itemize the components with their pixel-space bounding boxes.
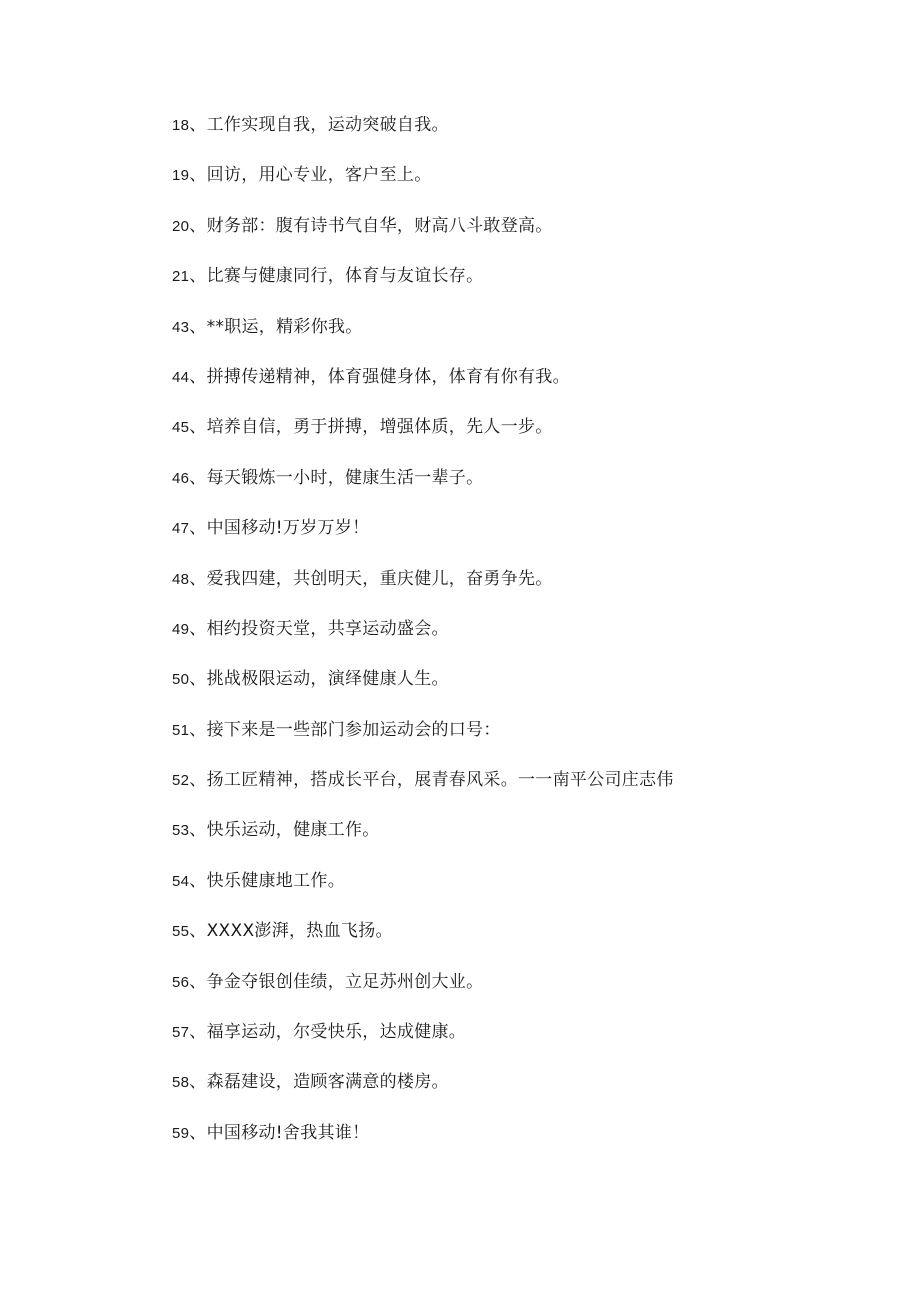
item-text: 工作实现自我，运动突破自我。	[206, 115, 449, 135]
item-number: 53	[172, 822, 190, 840]
item-text: **职运，精彩你我。	[206, 316, 363, 337]
list-item	[172, 213, 872, 263]
item-number: 52	[172, 772, 190, 790]
list-item	[172, 1120, 872, 1170]
item-text: 相约投资天堂，共享运动盛会。	[206, 618, 449, 639]
list-item	[172, 314, 872, 364]
item-number: 18	[172, 117, 190, 134]
item-text: 扬工匠精神，搭成长平台，展青春风采。一一南平公司庄志伟	[206, 770, 674, 791]
item-number: 48	[172, 570, 190, 588]
list-item	[172, 717, 872, 767]
item-separator: 、	[189, 669, 207, 690]
item-number: 43	[172, 318, 190, 336]
list-item	[172, 566, 872, 616]
item-separator: 、	[189, 467, 207, 488]
item-number: 57	[172, 1024, 190, 1042]
list-item	[172, 112, 872, 162]
item-number: 46	[172, 469, 190, 487]
item-text: 中国移动!万岁万岁！	[206, 518, 370, 539]
list-item	[172, 162, 872, 212]
item-number: 56	[172, 973, 190, 991]
item-text: 福享运动，尔受快乐，达成健康。	[206, 1022, 467, 1043]
list-item	[172, 515, 872, 565]
list-item	[172, 364, 872, 414]
item-separator: 、	[189, 971, 207, 992]
list-item	[172, 666, 872, 716]
item-text: XXXX澎湃，热血飞扬。	[206, 921, 393, 942]
item-number: 21	[172, 268, 190, 286]
list-item	[172, 767, 872, 817]
item-text: 挑战极限运动，演绎健康人生。	[206, 669, 449, 690]
list-item	[172, 263, 872, 313]
item-text: 爱我四建，共创明天，重庆健儿，奋勇争先。	[206, 568, 553, 589]
list-item	[172, 817, 872, 867]
item-separator: 、	[189, 618, 207, 639]
item-separator: 、	[189, 215, 207, 236]
item-number: 20	[172, 217, 190, 235]
item-separator: 、	[189, 921, 207, 942]
list-item	[172, 616, 872, 666]
list-item	[172, 918, 872, 968]
item-text: 比赛与健康同行，体育与友谊长存。	[206, 266, 484, 287]
item-separator: 、	[189, 1022, 207, 1043]
item-text: 中国移动!舍我其谁！	[206, 1122, 370, 1143]
list-item	[172, 1069, 872, 1119]
item-text: 森磊建设，造顾客满意的楼房。	[206, 1072, 449, 1093]
item-text: 回访，用心专业，客户至上。	[206, 165, 432, 186]
item-separator: 、	[189, 417, 207, 438]
item-text: 每天锻炼一小时，健康生活一辈子。	[206, 467, 484, 488]
item-separator: 、	[189, 165, 207, 186]
item-separator: 、	[189, 266, 207, 287]
item-number: 50	[172, 671, 190, 689]
item-separator: 、	[189, 115, 207, 135]
list-item	[172, 414, 872, 464]
item-separator: 、	[189, 568, 207, 589]
item-number: 47	[172, 520, 190, 538]
item-number: 59	[172, 1124, 190, 1142]
item-separator: 、	[189, 1072, 207, 1093]
item-number: 44	[172, 368, 190, 386]
item-separator: 、	[189, 870, 207, 891]
item-separator: 、	[189, 518, 207, 539]
item-text: 快乐运动，健康工作。	[206, 820, 380, 841]
item-separator: 、	[189, 719, 207, 740]
item-separator: 、	[189, 316, 207, 337]
item-text: 争金夺银创佳绩，立足苏州创大业。	[206, 971, 484, 992]
item-text: 快乐健康地工作。	[206, 870, 346, 891]
list-item	[172, 465, 872, 515]
item-text: 拼搏传递精神，体育强健身体，体育有你有我。	[206, 366, 570, 387]
item-separator: 、	[189, 820, 207, 841]
slogan-list	[172, 112, 872, 1170]
item-text: 接下来是一些部门参加运动会的口号：	[206, 719, 501, 740]
item-separator: 、	[189, 366, 207, 387]
item-separator: 、	[189, 770, 207, 791]
list-item	[172, 969, 872, 1019]
item-text: 培养自信，勇于拼搏，增强体质，先人一步。	[206, 417, 553, 438]
item-number: 51	[172, 721, 190, 739]
item-text: 财务部：腹有诗书气自华，财高八斗敢登高。	[206, 215, 553, 236]
list-item	[172, 1019, 872, 1069]
item-number: 19	[172, 167, 190, 185]
list-item	[172, 868, 872, 918]
item-number: 55	[172, 923, 190, 941]
item-separator: 、	[189, 1122, 207, 1143]
item-number: 58	[172, 1074, 190, 1092]
item-number: 45	[172, 419, 190, 437]
item-number: 49	[172, 620, 190, 638]
item-number: 54	[172, 872, 190, 890]
